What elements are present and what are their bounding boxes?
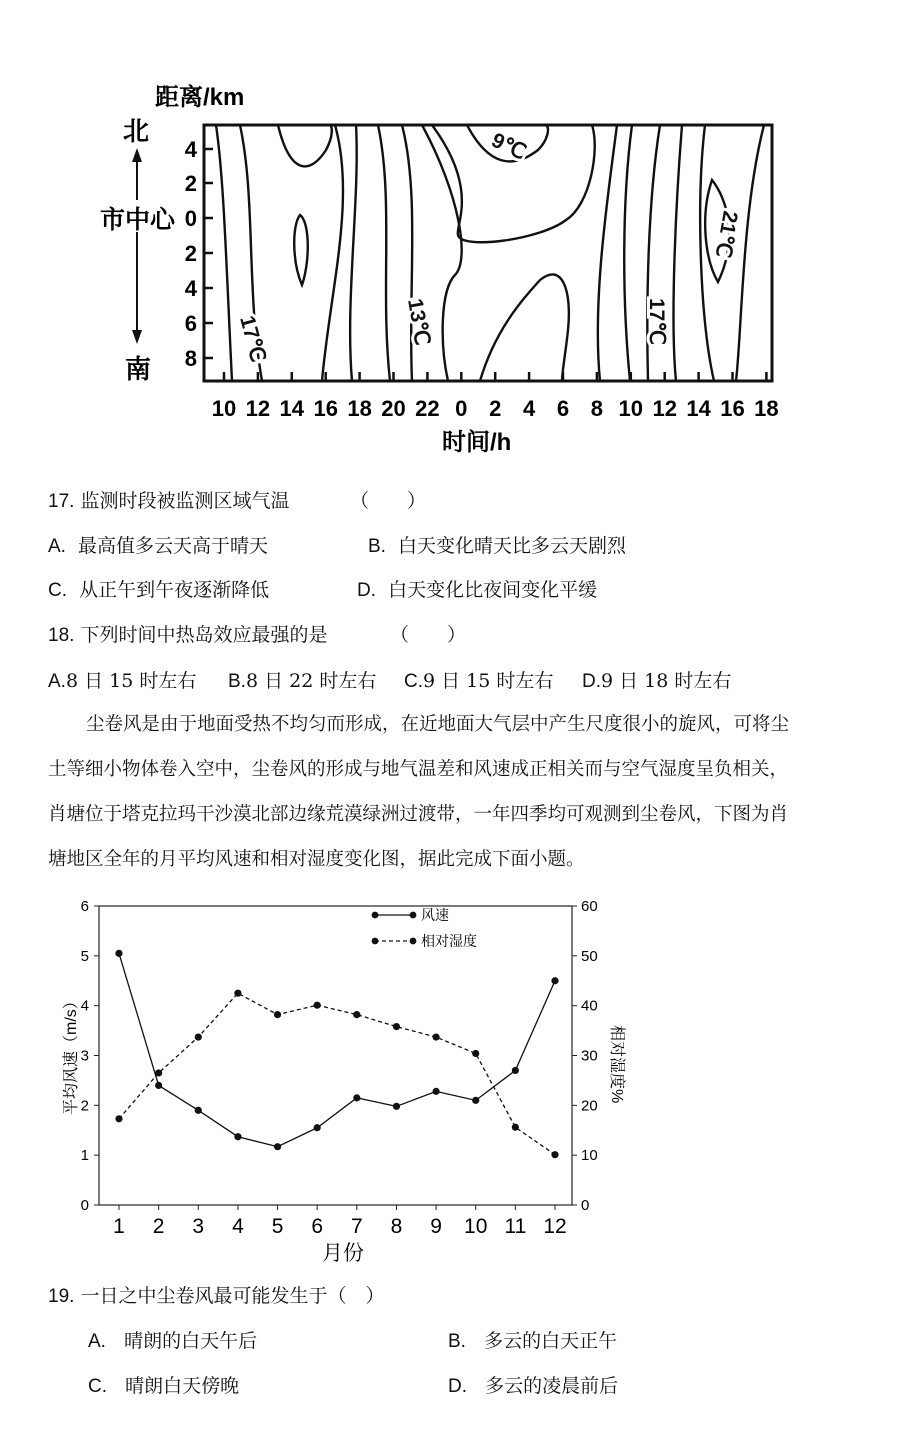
isotherm-line bbox=[598, 125, 617, 381]
x-tick-label: 0 bbox=[455, 396, 468, 421]
data-point bbox=[393, 1103, 400, 1110]
isotherm-line bbox=[216, 125, 232, 381]
q17-option-c[interactable]: C. 从正午到午夜逐渐降低 bbox=[48, 579, 270, 601]
data-point bbox=[155, 1082, 162, 1089]
passage-line: 肖塘位于塔克拉玛干沙漠北部边缘荒漠绿洲过渡带，一年四季均可观测到尘卷风，下图为肖 bbox=[48, 804, 789, 825]
isotherm-line bbox=[378, 125, 390, 381]
data-point bbox=[234, 990, 241, 997]
q17-number: 17. bbox=[48, 491, 75, 512]
legend-label: 相对湿度 bbox=[421, 933, 477, 949]
x-tick-label: 12 bbox=[543, 1215, 567, 1238]
x-ticks bbox=[113, 1205, 567, 1238]
q18-stem: 下列时间中热岛效应最强的是 bbox=[80, 624, 328, 646]
y-tick-label: 8 bbox=[184, 346, 197, 371]
x-tick-label: 8 bbox=[390, 1215, 403, 1238]
x-tick-label: 7 bbox=[350, 1215, 363, 1238]
q17-stem: 监测时段被监测区域气温 bbox=[80, 490, 290, 512]
y2-axis-label: 相对湿度% bbox=[608, 1025, 625, 1104]
legend-marker bbox=[410, 938, 417, 945]
data-point bbox=[353, 1094, 360, 1101]
y2-tick-label: 60 bbox=[581, 898, 598, 915]
isotherm-line bbox=[674, 125, 682, 381]
data-point bbox=[314, 1124, 321, 1131]
y-axis-label: 平均风速（m/s） bbox=[63, 993, 80, 1115]
y-tick-label: 4 bbox=[184, 276, 197, 301]
isotherm-line bbox=[294, 215, 308, 285]
isotherm-label: 17℃ bbox=[235, 313, 270, 365]
data-point bbox=[472, 1097, 479, 1104]
isotherm-label: 17℃ bbox=[645, 298, 668, 345]
data-point bbox=[274, 1143, 281, 1150]
data-point bbox=[393, 1023, 400, 1030]
x-tick-label: 2 bbox=[489, 396, 502, 421]
q17-option-d[interactable]: D. 白天变化比夜间变化平缓 bbox=[357, 579, 598, 601]
left-y-ticks bbox=[81, 898, 99, 1214]
q17-answer-bracket: （ ） bbox=[350, 490, 427, 512]
q17-option-b[interactable]: B. 白天变化晴天比多云天剧烈 bbox=[368, 535, 627, 557]
x-tick-label: 10 bbox=[211, 396, 237, 421]
x-axis-label: 月份 bbox=[322, 1242, 364, 1265]
q17-stem-line bbox=[48, 489, 289, 514]
x-tick-group bbox=[212, 372, 779, 421]
y2-tick-label: 10 bbox=[581, 1147, 598, 1165]
x-tick-label: 4 bbox=[232, 1215, 244, 1238]
x-tick-label: 9 bbox=[430, 1215, 442, 1238]
y-tick-label: 6 bbox=[184, 311, 197, 336]
isotherm-line bbox=[736, 125, 764, 381]
y-tick-label: 3 bbox=[80, 1047, 89, 1065]
data-point bbox=[274, 1011, 281, 1018]
x-tick-label: 6 bbox=[311, 1215, 324, 1238]
legend-marker bbox=[372, 912, 379, 919]
isotherm-label: 9℃ bbox=[487, 128, 530, 165]
series-line bbox=[119, 953, 555, 1146]
x-tick-label: 20 bbox=[381, 396, 406, 421]
legend bbox=[372, 907, 477, 949]
y-tick-label: 2 bbox=[80, 1097, 89, 1115]
y2-tick-label: 40 bbox=[581, 997, 598, 1015]
isotherm-line bbox=[278, 125, 332, 166]
x-tick-label: 6 bbox=[556, 396, 570, 421]
chart-plot-frame bbox=[99, 906, 572, 1205]
q19-number: 19. bbox=[48, 1286, 75, 1307]
data-point bbox=[195, 1033, 202, 1040]
x-tick-label: 11 bbox=[504, 1215, 527, 1238]
isotherm-label: 21℃ bbox=[710, 209, 742, 260]
passage-line: 土等细小物体卷入空中，尘卷风的形成与地气温差和风速成正相关而与空气湿度呈负相关， bbox=[48, 759, 789, 780]
q19-option-d[interactable]: D. 多云的凌晨前后 bbox=[448, 1375, 619, 1397]
passage-line: 塘地区全年的月平均风速和相对湿度变化图，据此完成下面小题。 bbox=[48, 849, 585, 870]
y-tick-label: 0 bbox=[80, 1197, 89, 1214]
q18-option-c[interactable]: C.9 日 15 时左右 bbox=[404, 670, 554, 692]
x-tick-label: 1 bbox=[113, 1215, 125, 1238]
data-point bbox=[353, 1011, 360, 1018]
x-tick-label: 4 bbox=[522, 396, 536, 421]
x-tick-label: 18 bbox=[754, 396, 779, 421]
right-y-ticks bbox=[572, 898, 598, 1214]
data-point bbox=[195, 1107, 202, 1114]
q18-option-d[interactable]: D.9 日 18 时左右 bbox=[582, 670, 732, 692]
passage-line: 尘卷风是由于地面受热不均匀而形成，在近地面大气层中产生尺度很小的旋风，可将尘 bbox=[86, 714, 790, 735]
q19-option-a[interactable]: A. 晴朗的白天午后 bbox=[88, 1330, 258, 1352]
legend-label: 风速 bbox=[421, 907, 449, 923]
q17-option-a[interactable]: A. 最高值多云天高于晴天 bbox=[48, 535, 269, 557]
y2-tick-label: 50 bbox=[581, 947, 598, 965]
x-tick-label: 10 bbox=[618, 396, 644, 421]
data-point bbox=[472, 1050, 479, 1057]
x-tick-label: 5 bbox=[271, 1215, 284, 1238]
x-tick-label: 12 bbox=[652, 396, 677, 421]
y-tick-label: 6 bbox=[80, 898, 89, 915]
data-point bbox=[551, 1151, 558, 1158]
data-point bbox=[512, 1124, 519, 1131]
x-tick-label: 18 bbox=[347, 396, 372, 421]
q19-stem: 一日之中尘卷风最可能发生于（ ） bbox=[80, 1285, 385, 1307]
x-tick-label: 22 bbox=[415, 396, 440, 421]
y-tick-label: 0 bbox=[184, 206, 197, 231]
y-tick-group bbox=[185, 137, 213, 371]
series-group bbox=[115, 950, 558, 1159]
q19-stem-line bbox=[48, 1284, 384, 1309]
data-point bbox=[314, 1002, 321, 1009]
y-axis-title: 距离/km bbox=[155, 84, 245, 111]
isotherm-figure bbox=[0, 0, 900, 470]
isotherm-lines bbox=[216, 125, 764, 381]
x-tick-label: 3 bbox=[192, 1215, 205, 1238]
x-tick-label: 14 bbox=[686, 396, 711, 421]
y-tick-label: 2 bbox=[184, 171, 197, 196]
data-point bbox=[432, 1033, 439, 1040]
q18-option-b[interactable]: B.8 日 22 时左右 bbox=[228, 670, 377, 692]
x-tick-label: 16 bbox=[720, 396, 745, 421]
x-tick-label: 12 bbox=[245, 396, 271, 421]
q18-number: 18. bbox=[48, 625, 75, 646]
city-center-label: 市中心 bbox=[100, 206, 176, 234]
x-tick-label: 8 bbox=[590, 396, 604, 421]
south-label: 南 bbox=[125, 354, 152, 384]
data-point bbox=[155, 1069, 162, 1076]
data-point bbox=[234, 1133, 241, 1140]
y2-tick-label: 30 bbox=[581, 1047, 598, 1065]
y2-tick-label: 20 bbox=[581, 1097, 598, 1115]
data-point bbox=[432, 1088, 439, 1095]
q18-stem-line bbox=[48, 623, 327, 648]
y-tick-label: 2 bbox=[184, 241, 197, 266]
isotherm-label: 13℃ bbox=[403, 296, 434, 348]
y-tick-label: 4 bbox=[184, 137, 197, 162]
x-axis-title: 时间/h bbox=[442, 429, 512, 456]
series-line bbox=[119, 993, 555, 1154]
passage bbox=[48, 702, 854, 882]
y-tick-label: 4 bbox=[80, 997, 89, 1015]
plot-frame bbox=[204, 125, 772, 381]
data-point bbox=[512, 1067, 519, 1074]
x-tick-label: 2 bbox=[152, 1215, 165, 1238]
q18-answer-bracket: （ ） bbox=[390, 624, 467, 646]
isotherm-line bbox=[350, 125, 357, 381]
isotherm-line bbox=[322, 125, 343, 381]
data-point bbox=[115, 1115, 122, 1122]
north-label: 北 bbox=[123, 116, 150, 146]
data-point bbox=[551, 977, 558, 984]
data-point bbox=[115, 950, 122, 957]
q18-option-a[interactable]: A.8 日 15 时左右 bbox=[48, 670, 197, 692]
wind-humidity-chart bbox=[0, 885, 900, 1270]
isotherm-line bbox=[480, 274, 569, 381]
q19-option-b[interactable]: B. 多云的白天正午 bbox=[448, 1330, 618, 1352]
y2-tick-label: 0 bbox=[581, 1197, 590, 1214]
x-tick-label: 10 bbox=[464, 1215, 488, 1238]
x-tick-label: 14 bbox=[279, 396, 305, 421]
q19-option-c[interactable]: C. 晴朗白天傍晚 bbox=[88, 1375, 240, 1397]
legend-marker bbox=[410, 912, 417, 919]
legend-marker bbox=[372, 938, 379, 945]
y-tick-label: 1 bbox=[80, 1147, 89, 1165]
isotherm-line bbox=[624, 125, 632, 381]
y-tick-label: 5 bbox=[80, 947, 89, 965]
x-tick-label: 16 bbox=[313, 396, 338, 421]
